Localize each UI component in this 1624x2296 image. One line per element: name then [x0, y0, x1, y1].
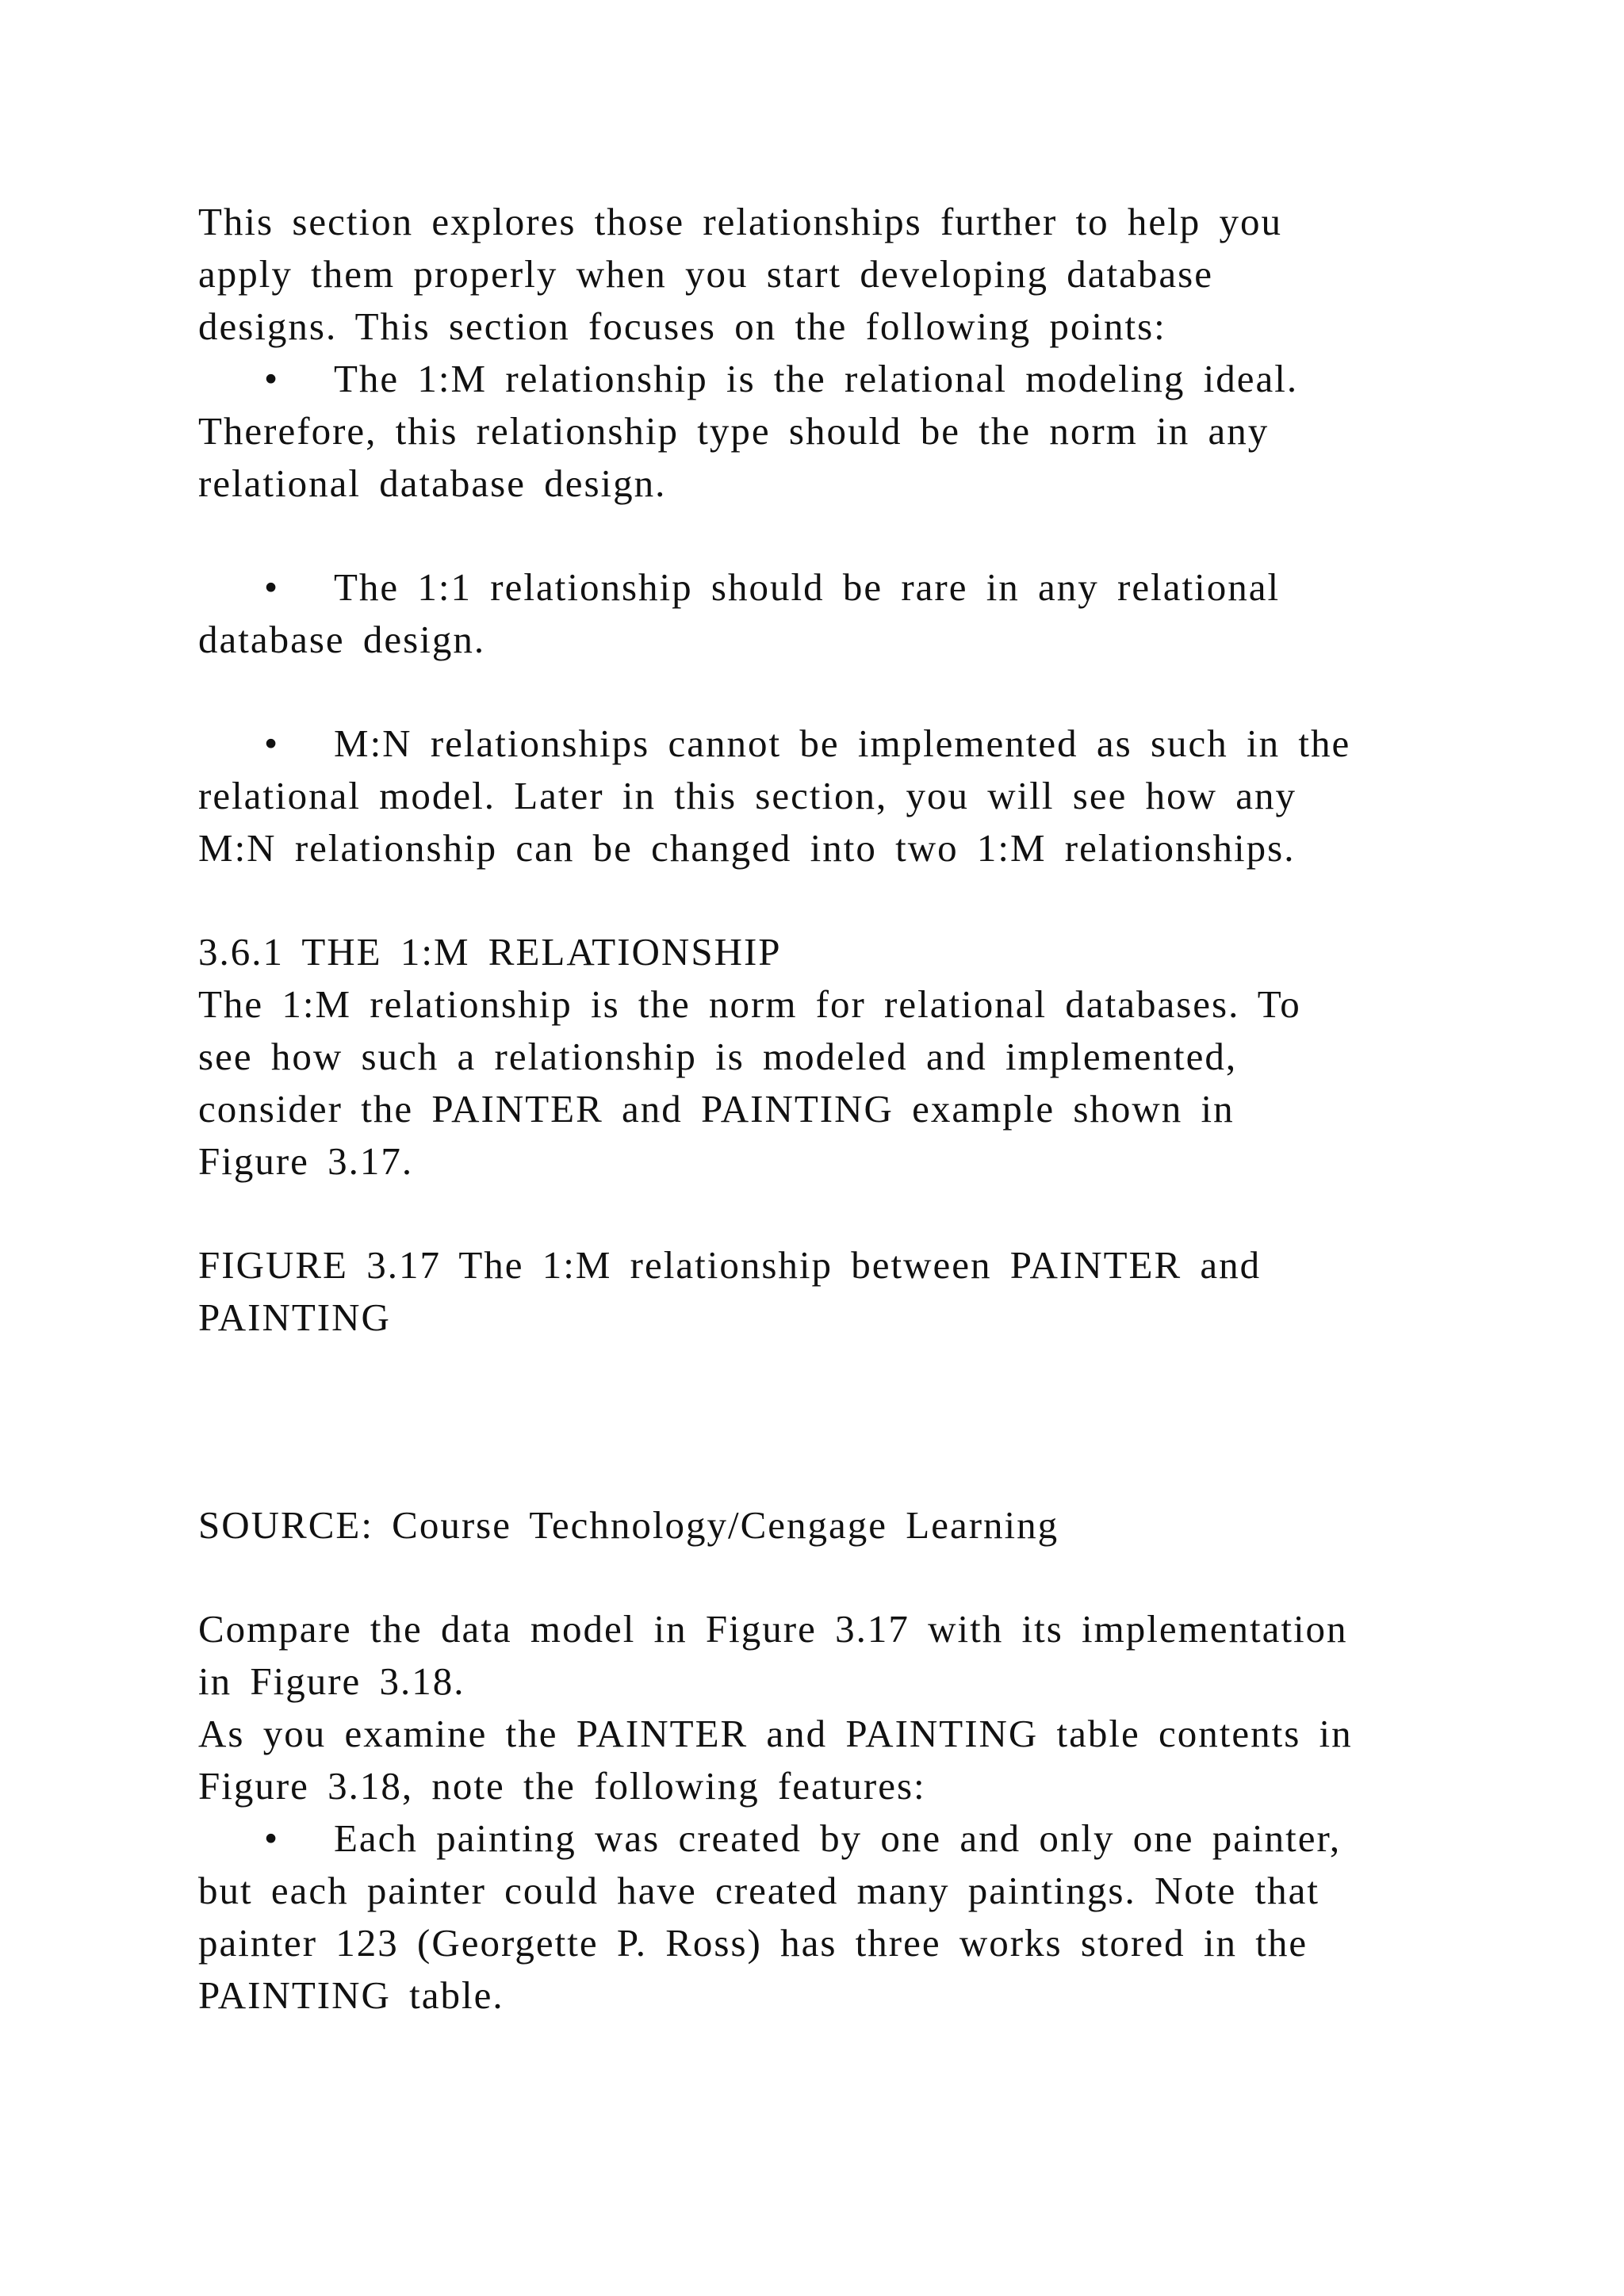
bullet-2-first-line	[264, 564, 1280, 611]
final-bullet-line-4: PAINTING table.	[198, 1973, 504, 2017]
source-credit: SOURCE: Course Technology/Cengage Learning	[198, 1503, 1059, 1547]
section-para-line-2: see how such a relationship is modeled and implemented,	[198, 1035, 1238, 1078]
bullet-1-line-3: relational database design.	[198, 461, 667, 505]
bullet-2-line-2: database design.	[198, 618, 486, 661]
bullet-1-first-line	[264, 355, 1298, 403]
compare-line-2: in Figure 3.18.	[198, 1659, 465, 1703]
compare-line-3: As you examine the PAINTER and PAINTING table contents in	[198, 1712, 1353, 1755]
final-bullet-mark: •	[264, 1816, 280, 1860]
figure-caption-line-1: FIGURE 3.17 The 1:M relationship between PAINTER and	[198, 1243, 1262, 1287]
intro-line-1: This section explores those relationships further to help you	[198, 200, 1283, 243]
section-para-line-1: The 1:M relationship is the norm for relational databases. To	[198, 982, 1301, 1026]
final-bullet-line-3: painter 123 (Georgette P. Ross) has three works stored in the	[198, 1921, 1308, 1965]
compare-line-4: Figure 3.18, note the following features:	[198, 1764, 926, 1808]
intro-line-3: designs. This section focuses on the following points:	[198, 304, 1166, 348]
compare-line-1: Compare the data model in Figure 3.17 with its implementation	[198, 1607, 1348, 1651]
final-bullet-line-2: but each painter could have created many paintings. Note that	[198, 1869, 1320, 1912]
section-para-line-3: consider the PAINTER and PAINTING example shown in	[198, 1087, 1235, 1131]
section-heading: 3.6.1 THE 1:M RELATIONSHIP	[198, 930, 782, 974]
bullet-1-text: The 1:M relationship is the relational modeling ideal.	[334, 357, 1299, 400]
bullet-3-line-3: M:N relationship can be changed into two 1:M relationships.	[198, 826, 1296, 870]
intro-line-2: apply them properly when you start developing database	[198, 252, 1213, 296]
figure-caption-line-2: PAINTING	[198, 1295, 391, 1339]
bullet-3-text: M:N relationships cannot be implemented as such in the	[334, 721, 1351, 765]
final-bullet-text: Each painting was created by one and only one painter,	[334, 1816, 1342, 1860]
bullet-3-line-2: relational model. Later in this section, you will see how any	[198, 774, 1297, 817]
bullet-2-text: The 1:1 relationship should be rare in any relational	[334, 565, 1281, 609]
bullet-1-line-2: Therefore, this relationship type should be the norm in any	[198, 409, 1270, 453]
bullet-2-mark: •	[264, 565, 280, 609]
section-para-line-4: Figure 3.17.	[198, 1139, 414, 1183]
bullet-3-mark: •	[264, 721, 280, 765]
final-bullet-first-line	[264, 1815, 1341, 1862]
bullet-3-first-line	[264, 720, 1350, 767]
bullet-1-mark: •	[264, 357, 280, 400]
